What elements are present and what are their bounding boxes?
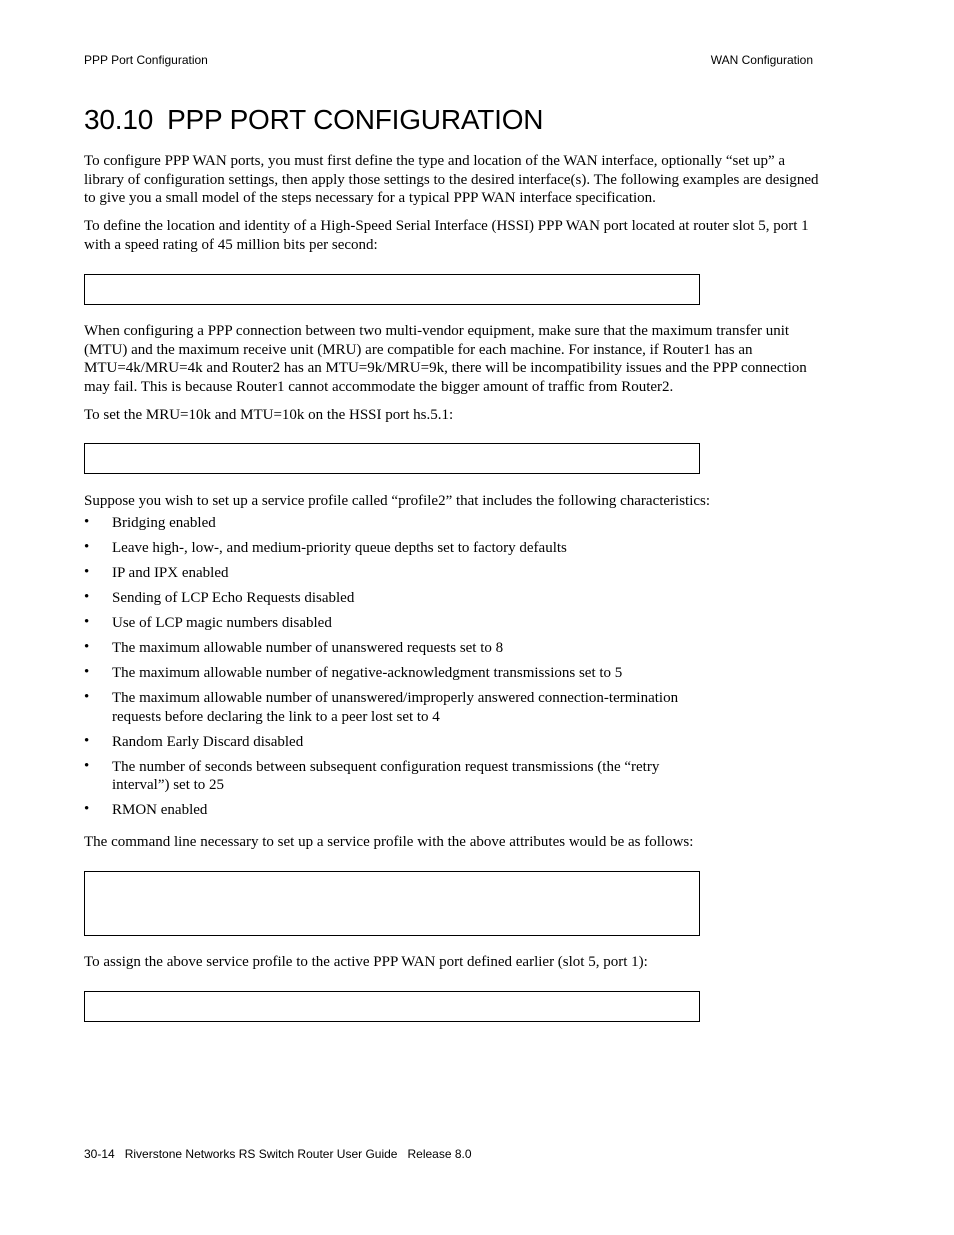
set-mru-paragraph: To set the MRU=10k and MTU=10k on the HSSI port hs.5.1:	[84, 407, 454, 423]
command-line-paragraph: The command line necessary to set up a service profile with the above attributes would be as follows:	[84, 834, 694, 850]
bullet-icon: •	[84, 514, 90, 530]
page-number: 30-14	[84, 1147, 115, 1161]
bullet-icon: •	[84, 664, 90, 680]
list-item: • Use of LCP magic numbers disabled	[84, 614, 332, 631]
mtu-mru-paragraph: When configuring a PPP connection between two multi-vendor equipment, make sure that the maximum transfer unit (MTU) and the maximum receive unit (MRU) are compatible for each machine. For instance, if Router1 has an MTU=4k/MRU=4k and Router2 has an MTU=9k/MRU=9k, there will be incompatibility issues and the PPP connection may fail. This is because Router1 cannot accommodate the bigger amount of traffic from Router2.	[84, 323, 807, 396]
list-item: • RMON enabled	[84, 801, 208, 819]
bullet-icon: •	[84, 801, 90, 818]
define-port-paragraph: To define the location and identity of a High-Speed Serial Interface (HSSI) PPP WAN port located at router slot 5, port 1 with a speed rating of 45 million bits per second:	[84, 218, 809, 253]
list-item: • Random Early Discard disabled	[84, 732, 304, 750]
command-box-assign-profile	[84, 991, 700, 1022]
bullet-icon: •	[84, 539, 90, 555]
list-item: • Leave high-, low-, and medium-priority queue depths set to factory defaults	[84, 539, 567, 556]
bullet-icon: •	[84, 614, 90, 630]
running-header-right: WAN Configuration	[710, 53, 813, 67]
section-title	[84, 102, 543, 138]
guide-title: Riverstone Networks RS Switch Router User Guide	[124, 1147, 398, 1161]
bullet-icon: •	[84, 689, 90, 705]
assign-paragraph: To assign the above service profile to the active PPP WAN port defined earlier (slot 5, port 1):	[84, 954, 648, 970]
bullet-icon: •	[84, 732, 90, 749]
command-box-service-profile	[84, 871, 700, 936]
page-footer	[84, 1146, 472, 1162]
list-item: • Sending of LCP Echo Requests disabled	[84, 589, 355, 606]
list-item: • The maximum allowable number of unanswered/improperly answered connection-termination requests before declaring the link to a peer lost set to 4	[84, 689, 679, 725]
running-header-left: PPP Port Configuration	[84, 53, 208, 67]
list-item: • IP and IPX enabled	[84, 564, 229, 581]
command-box-define-port	[84, 274, 700, 305]
bullet-icon: •	[84, 757, 90, 774]
profile-intro-paragraph: Suppose you wish to set up a service profile called “profile2” that includes the following characteristics:	[84, 493, 711, 509]
section-title-text: PPP PORT CONFIGURATION	[167, 104, 544, 135]
list-item: • The number of seconds between subsequent configuration request transmissions (the “retry interval”) set to 25	[84, 757, 660, 794]
bullet-icon: •	[84, 639, 90, 655]
bullet-icon: •	[84, 589, 90, 605]
release-label: Release 8.0	[407, 1147, 472, 1161]
list-item: • Bridging enabled	[84, 514, 216, 531]
list-item: • The maximum allowable number of negative-acknowledgment transmissions set to 5	[84, 664, 623, 681]
profile-characteristics-list	[84, 514, 712, 826]
intro-paragraph: To configure PPP WAN ports, you must first define the type and location of the WAN interface, optionally “set up” a library of configuration settings, then apply those settings to the desired interface(s). The following examples are designed to give you a small model of the steps necessary for a typical PPP WAN interface specification.	[84, 153, 819, 207]
command-box-set-mru	[84, 443, 700, 474]
list-item: • The maximum allowable number of unanswered requests set to 8	[84, 639, 504, 656]
section-number: 30.10	[84, 104, 154, 135]
bullet-icon: •	[84, 564, 90, 580]
